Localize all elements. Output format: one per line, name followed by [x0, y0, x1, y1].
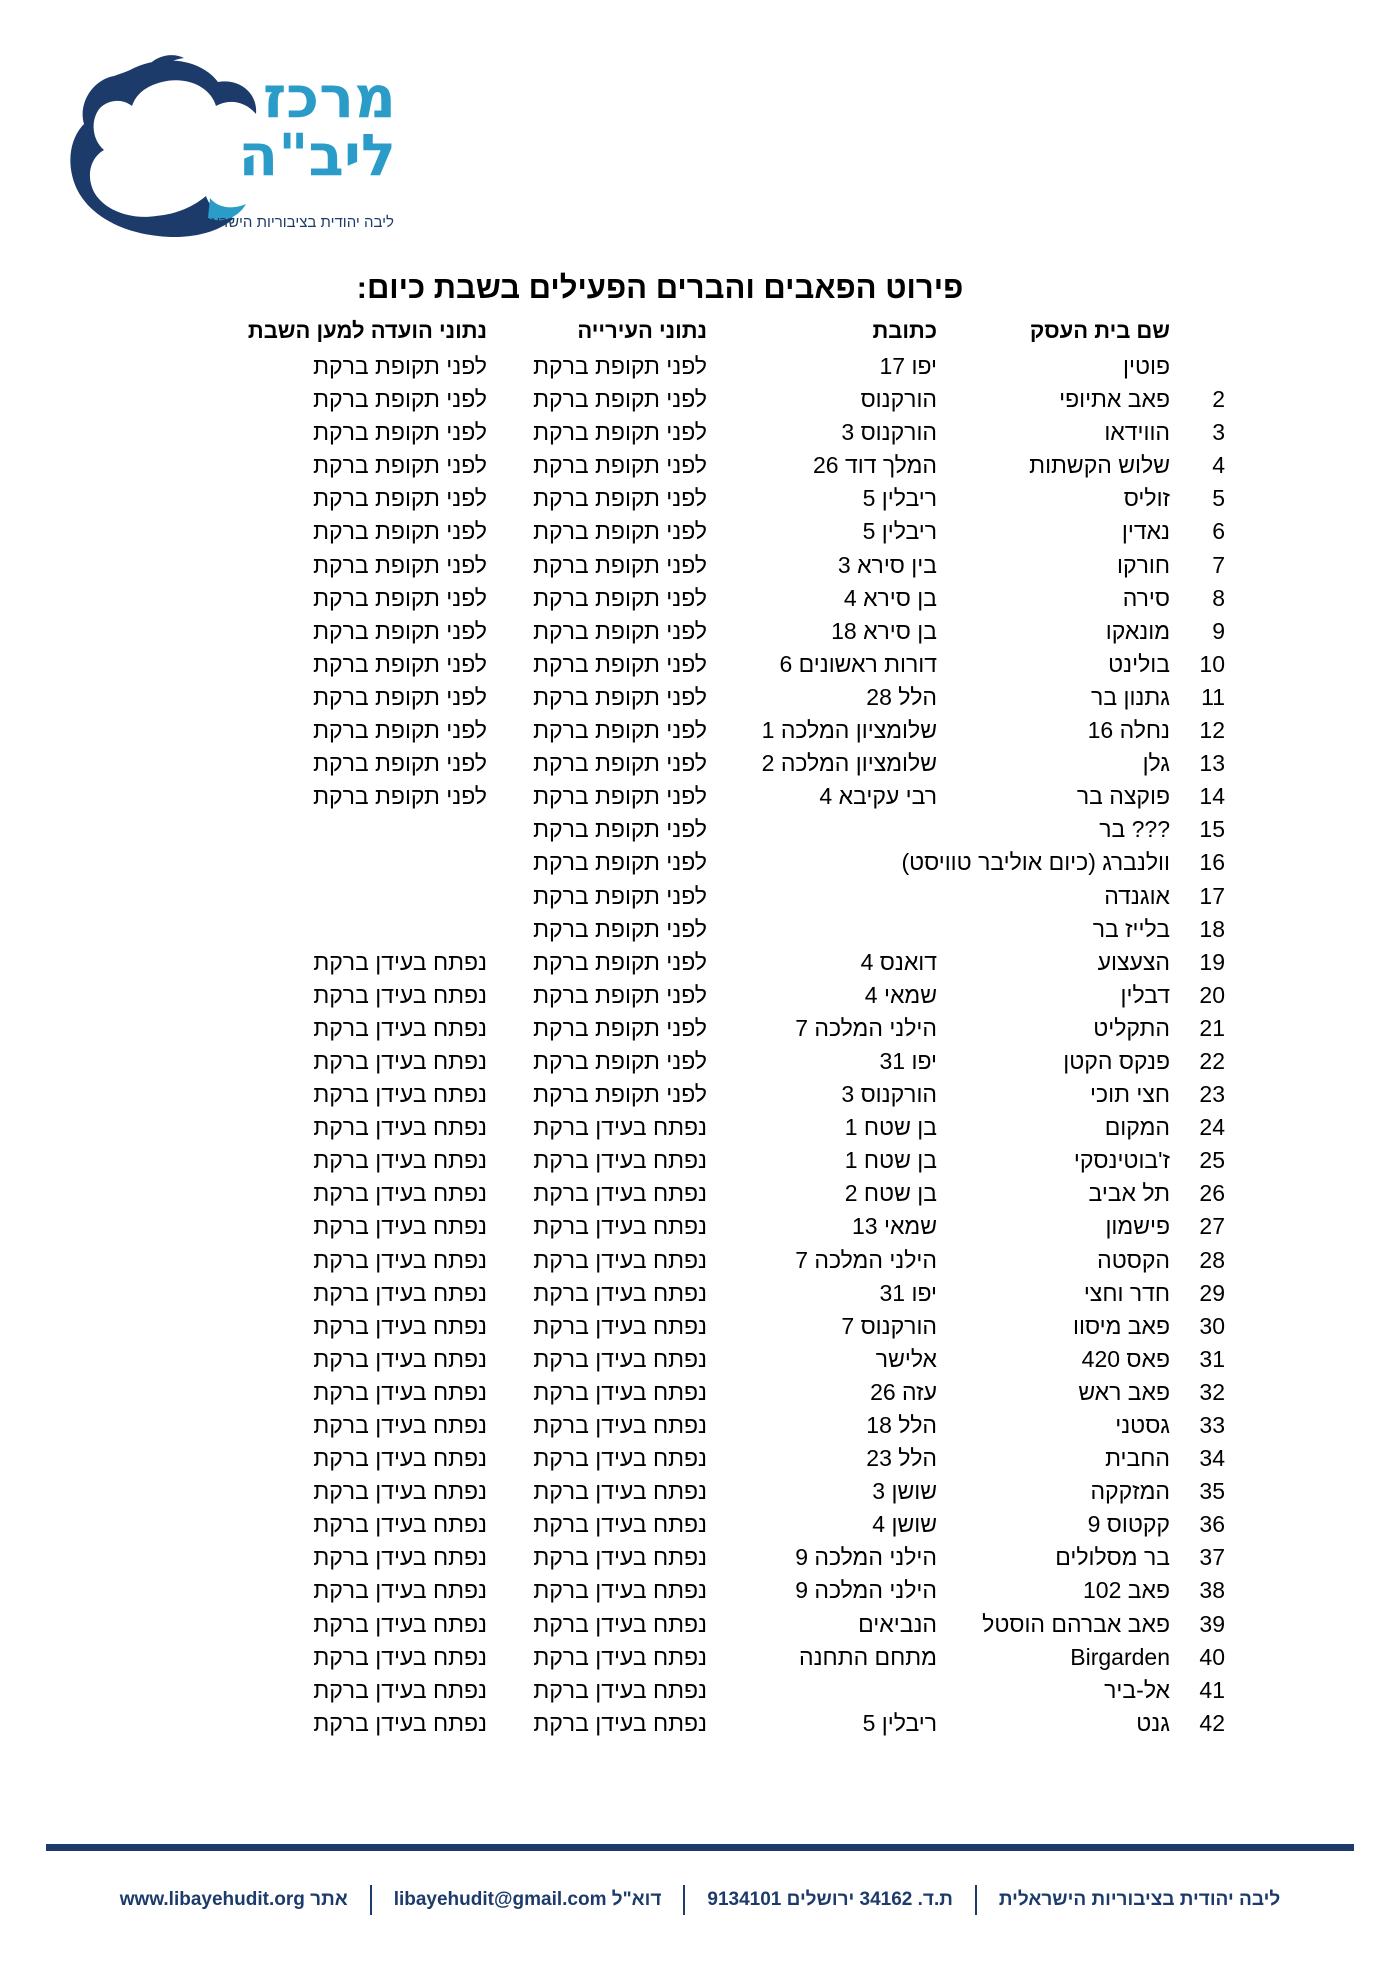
address-cell: המלך דוד 26 — [812, 452, 937, 479]
committee-data-cell: נפתח בעידן ברקת — [313, 1213, 487, 1240]
row-number-cell: 34 — [1199, 1445, 1225, 1472]
row-number-cell: 4 — [1212, 452, 1225, 479]
row-number-cell: 38 — [1199, 1577, 1225, 1604]
city-data-cell: לפני תקופת ברקת — [533, 419, 707, 446]
committee-data-cell: נפתח בעידן ברקת — [313, 1312, 487, 1339]
business-name-cell: סירה — [1122, 584, 1170, 611]
committee-data-cell: לפני תקופת ברקת — [313, 650, 487, 677]
row-number-cell: 40 — [1199, 1643, 1225, 1670]
business-name-cell: פאב ראש — [1078, 1378, 1170, 1405]
row-number-cell: 33 — [1199, 1412, 1225, 1438]
committee-data-cell: נפתח בעידן ברקת — [313, 1478, 487, 1505]
footer-site[interactable]: www.libayehudit.org — [119, 1889, 305, 1910]
table-header-row — [0, 312, 1400, 350]
committee-data-cell: לפני תקופת ברקת — [313, 485, 487, 512]
business-name-cell: פאב אתיופי — [1059, 386, 1170, 413]
table-row — [0, 1343, 1400, 1376]
header-committee-data: נתוני הועדה למען השבת — [247, 318, 487, 343]
business-name-cell: המזקקה — [1090, 1478, 1170, 1505]
business-name-cell: פאב אברהם הוסטל — [982, 1610, 1170, 1637]
table-row — [0, 482, 1400, 515]
footer-email-label: דוא"ל — [611, 1889, 662, 1910]
committee-data-cell: נפתח בעידן ברקת — [313, 1114, 487, 1141]
business-name-cell: הצעצוע — [1097, 948, 1170, 975]
table-row — [0, 416, 1400, 449]
row-number-cell: 14 — [1199, 783, 1225, 810]
business-name-cell: הווידאו — [1104, 419, 1170, 446]
city-data-cell: לפני תקופת ברקת — [533, 485, 707, 512]
address-cell: בן שטח 1 — [844, 1114, 937, 1141]
address-cell: הלל 28 — [866, 683, 937, 710]
row-number-cell: 41 — [1199, 1676, 1225, 1703]
footer-email-group — [394, 1889, 662, 1911]
city-data-cell: נפתח בעידן ברקת — [533, 1643, 707, 1670]
address-cell: הילני המלכה 9 — [795, 1577, 937, 1604]
business-name-cell: גסטני — [1115, 1412, 1170, 1438]
city-data-cell: נפתח בעידן ברקת — [533, 1445, 707, 1472]
business-name-cell: וולנברג (כיום אוליבר טוויסט) — [901, 849, 1170, 876]
footer-separator — [683, 1885, 685, 1915]
business-name-cell: חצי תוכי — [1090, 1081, 1170, 1108]
table-row — [0, 1674, 1400, 1707]
business-name-cell: דבלין — [1120, 981, 1170, 1008]
row-number-cell: 27 — [1199, 1213, 1225, 1240]
business-name-cell: נחלה 16 — [1087, 717, 1170, 744]
city-data-cell: נפתח בעידן ברקת — [533, 1544, 707, 1571]
committee-data-cell: לפני תקופת ברקת — [313, 452, 487, 479]
business-name-cell: Birgarden — [1070, 1643, 1170, 1670]
city-data-cell: לפני תקופת ברקת — [533, 518, 707, 545]
committee-data-cell: נפתח בעידן ברקת — [313, 1412, 487, 1438]
address-cell: הורקנוס — [860, 386, 937, 413]
committee-data-cell: נפתח בעידן ברקת — [313, 1047, 487, 1074]
city-data-cell: נפתח בעידן ברקת — [533, 1511, 707, 1538]
row-number-cell: 19 — [1199, 948, 1225, 975]
row-number-cell: 26 — [1199, 1180, 1225, 1207]
row-number-cell: 10 — [1199, 650, 1225, 677]
table-row — [0, 582, 1400, 615]
logo-text-line2: ליב"ה — [238, 121, 396, 189]
table-row — [0, 1012, 1400, 1045]
footer-site-group — [120, 1889, 348, 1911]
footer-separator — [370, 1885, 372, 1915]
address-cell: דורות ראשונים 6 — [779, 650, 937, 677]
table-row — [0, 1277, 1400, 1310]
business-name-cell: בר מסלולים — [1055, 1544, 1170, 1571]
business-name-cell: בולינט — [1108, 650, 1170, 677]
address-cell: הילני המלכה 9 — [795, 1544, 937, 1571]
city-data-cell: לפני תקופת ברקת — [533, 849, 707, 876]
row-number-cell: 28 — [1199, 1246, 1225, 1273]
address-cell: שושן 4 — [872, 1511, 937, 1538]
table-row — [0, 1409, 1400, 1442]
address-cell: שושן 3 — [872, 1478, 937, 1505]
organization-logo — [60, 48, 396, 238]
committee-data-cell: לפני תקופת ברקת — [313, 353, 487, 379]
business-name-cell: אל-ביר — [1104, 1676, 1170, 1703]
city-data-cell: נפתח בעידן ברקת — [533, 1147, 707, 1174]
business-name-cell: בלייז בר — [1092, 915, 1170, 942]
table-row — [0, 350, 1400, 383]
committee-data-cell: לפני תקופת ברקת — [313, 386, 487, 413]
city-data-cell: נפתח בעידן ברקת — [533, 1345, 707, 1372]
row-number-cell: 6 — [1212, 518, 1225, 545]
city-data-cell: נפתח בעידן ברקת — [533, 1709, 707, 1736]
footer-email[interactable]: libayehudit@gmail.com — [393, 1889, 607, 1910]
city-data-cell: נפתח בעידן ברקת — [533, 1180, 707, 1207]
city-data-cell: לפני תקופת ברקת — [533, 452, 707, 479]
city-data-cell: לפני תקופת ברקת — [533, 1014, 707, 1041]
table-row — [0, 449, 1400, 482]
row-number-cell: 20 — [1199, 981, 1225, 1008]
address-cell: ריבלין 5 — [862, 485, 937, 512]
address-cell: מתחם התחנה — [799, 1643, 937, 1670]
committee-data-cell: לפני תקופת ברקת — [313, 683, 487, 710]
table-row — [0, 1210, 1400, 1243]
city-data-cell: לפני תקופת ברקת — [533, 750, 707, 777]
city-data-cell: נפתח בעידן ברקת — [533, 1412, 707, 1438]
committee-data-cell: נפתח בעידן ברקת — [313, 1709, 487, 1736]
row-number-cell: 22 — [1199, 1047, 1225, 1074]
table-row — [0, 780, 1400, 813]
city-data-cell: לפני תקופת ברקת — [533, 386, 707, 413]
footer-org: ליבה יהודית בציבוריות הישראלית — [998, 1889, 1281, 1910]
business-name-cell: פאס 420 — [1081, 1345, 1170, 1372]
city-data-cell: לפני תקופת ברקת — [533, 584, 707, 611]
header-name: שם בית העסק — [1029, 318, 1170, 343]
address-cell: הלל 23 — [866, 1445, 937, 1472]
address-cell: הורקנוס 7 — [841, 1312, 937, 1339]
city-data-cell: לפני תקופת ברקת — [533, 617, 707, 644]
row-number-cell: 42 — [1199, 1709, 1225, 1736]
footer-site-label: אתר — [310, 1889, 348, 1910]
address-cell: הילני המלכה 7 — [795, 1014, 937, 1041]
city-data-cell: נפתח בעידן ברקת — [533, 1378, 707, 1405]
address-cell: יפו 31 — [879, 1279, 937, 1306]
committee-data-cell: נפתח בעידן ברקת — [313, 1511, 487, 1538]
row-number-cell: 24 — [1199, 1114, 1225, 1141]
row-number-cell: 16 — [1199, 849, 1225, 876]
table-row — [0, 1376, 1400, 1409]
table-row — [0, 846, 1400, 879]
business-name-cell: תל אביב — [1088, 1180, 1170, 1207]
footer-separator — [975, 1885, 977, 1915]
bars-table — [0, 312, 1400, 1740]
address-cell: הורקנוס 3 — [841, 419, 937, 446]
table-row — [0, 913, 1400, 946]
address-cell: ריבלין 5 — [862, 518, 937, 545]
committee-data-cell: נפתח בעידן ברקת — [313, 1577, 487, 1604]
address-cell: הילני המלכה 7 — [795, 1246, 937, 1273]
business-name-cell: גלן — [1142, 750, 1170, 777]
table-row — [0, 1442, 1400, 1475]
table-row — [0, 1574, 1400, 1607]
page-title: פירוט הפאבים והברים הפעילים בשבת כיום: — [356, 270, 964, 305]
row-number-cell: 36 — [1199, 1511, 1225, 1538]
business-name-cell: שלוש הקשתות — [1029, 452, 1170, 479]
table-row — [0, 1144, 1400, 1177]
row-number-cell: 17 — [1199, 882, 1225, 909]
business-name-cell: מונאקו — [1105, 617, 1170, 644]
committee-data-cell: לפני תקופת ברקת — [313, 551, 487, 578]
row-number-cell: 39 — [1199, 1610, 1225, 1637]
table-row — [0, 813, 1400, 846]
table-row — [0, 515, 1400, 548]
table-row — [0, 979, 1400, 1012]
row-number-cell: 11 — [1201, 683, 1225, 710]
row-number-cell: 18 — [1199, 915, 1225, 942]
table-row — [0, 1111, 1400, 1144]
committee-data-cell: נפתח בעידן ברקת — [313, 1279, 487, 1306]
table-row — [0, 1177, 1400, 1210]
table-row — [0, 615, 1400, 648]
footer-divider — [46, 1844, 1354, 1851]
address-cell: בין סירא 3 — [837, 551, 937, 578]
address-cell: ריבלין 5 — [862, 1709, 937, 1736]
row-number-cell: 25 — [1199, 1147, 1225, 1174]
table-row — [0, 1508, 1400, 1541]
committee-data-cell: לפני תקופת ברקת — [313, 783, 487, 810]
city-data-cell: לפני תקופת ברקת — [533, 551, 707, 578]
footer-address: ת.ד. 34162 ירושלים 9134101 — [707, 1889, 953, 1910]
committee-data-cell: נפתח בעידן ברקת — [313, 1544, 487, 1571]
city-data-cell: נפתח בעידן ברקת — [533, 1213, 707, 1240]
committee-data-cell: נפתח בעידן ברקת — [313, 981, 487, 1008]
committee-data-cell: נפתח בעידן ברקת — [313, 1014, 487, 1041]
footer — [46, 1880, 1354, 1920]
business-name-cell: זוליס — [1123, 485, 1170, 512]
business-name-cell: פאב 102 — [1083, 1577, 1170, 1604]
city-data-cell: נפתח בעידן ברקת — [533, 1676, 707, 1703]
row-number-cell: 21 — [1199, 1014, 1225, 1041]
table-row — [0, 1641, 1400, 1674]
city-data-cell: נפתח בעידן ברקת — [533, 1246, 707, 1273]
business-name-cell: המקום — [1104, 1114, 1170, 1141]
table-row — [0, 1475, 1400, 1508]
city-data-cell: לפני תקופת ברקת — [533, 915, 707, 942]
table-row — [0, 880, 1400, 913]
table-row — [0, 946, 1400, 979]
committee-data-cell: לפני תקופת ברקת — [313, 717, 487, 744]
business-name-cell: ז'בוטינסקי — [1073, 1147, 1170, 1174]
committee-data-cell: לפני תקופת ברקת — [313, 518, 487, 545]
address-cell: יפו 17 — [879, 353, 937, 379]
table-body — [0, 350, 1400, 1740]
committee-data-cell: נפתח בעידן ברקת — [313, 1643, 487, 1670]
address-cell: שלומציון המלכה 1 — [761, 717, 937, 744]
city-data-cell: נפתח בעידן ברקת — [533, 1279, 707, 1306]
city-data-cell: לפני תקופת ברקת — [533, 1047, 707, 1074]
committee-data-cell: נפתח בעידן ברקת — [313, 1246, 487, 1273]
address-cell: בן שטח 1 — [844, 1147, 937, 1174]
committee-data-cell: נפתח בעידן ברקת — [313, 1610, 487, 1637]
city-data-cell: לפני תקופת ברקת — [533, 650, 707, 677]
row-number-cell: 31 — [1199, 1345, 1225, 1372]
address-cell: אלישר — [875, 1345, 937, 1372]
address-cell: הלל 18 — [866, 1412, 937, 1438]
business-name-cell: פוקצה בר — [1076, 783, 1170, 810]
business-name-cell: החבית — [1105, 1445, 1170, 1472]
committee-data-cell: נפתח בעידן ברקת — [313, 1147, 487, 1174]
business-name-cell: ??? בר — [1099, 816, 1170, 843]
business-name-cell: התקליט — [1093, 1014, 1170, 1041]
committee-data-cell: נפתח בעידן ברקת — [313, 1081, 487, 1108]
row-number-cell: 32 — [1199, 1378, 1225, 1405]
city-data-cell: לפני תקופת ברקת — [533, 816, 707, 843]
business-name-cell: פנקס הקטן — [1063, 1047, 1170, 1074]
table-row — [0, 1541, 1400, 1574]
business-name-cell: פאב מיסוו — [1073, 1312, 1170, 1339]
row-number-cell: 15 — [1199, 816, 1225, 843]
row-number-cell: 30 — [1199, 1312, 1225, 1339]
city-data-cell: לפני תקופת ברקת — [533, 882, 707, 909]
business-name-cell: נאדין — [1121, 518, 1170, 545]
business-name-cell: הקסטה — [1097, 1246, 1170, 1273]
committee-data-cell: נפתח בעידן ברקת — [313, 1445, 487, 1472]
header-city-data: נתוני העירייה — [577, 318, 707, 343]
address-cell: דואנס 4 — [860, 948, 937, 975]
address-cell: שלומציון המלכה 2 — [761, 750, 937, 777]
table-row — [0, 1608, 1400, 1641]
row-number-cell: 7 — [1212, 551, 1225, 578]
logo-tagline: ליבה יהודית בציבוריות הישראלית — [189, 214, 394, 231]
city-data-cell: לפני תקופת ברקת — [533, 717, 707, 744]
row-number-cell: 35 — [1199, 1478, 1225, 1505]
business-name-cell: פישמון — [1105, 1213, 1170, 1240]
row-number-cell: 8 — [1212, 584, 1225, 611]
business-name-cell: חורקו — [1117, 551, 1170, 578]
address-cell: הנביאים — [858, 1610, 937, 1637]
address-cell: בן סירא 18 — [831, 617, 937, 644]
committee-data-cell: נפתח בעידן ברקת — [313, 1378, 487, 1405]
committee-data-cell: לפני תקופת ברקת — [313, 584, 487, 611]
row-number-cell: 12 — [1199, 717, 1225, 744]
row-number-cell: 9 — [1212, 617, 1225, 644]
business-name-cell: גנט — [1136, 1709, 1170, 1736]
committee-data-cell: נפתח בעידן ברקת — [313, 1180, 487, 1207]
address-cell: בן סירא 4 — [843, 584, 937, 611]
table-row — [0, 1045, 1400, 1078]
committee-data-cell: לפני תקופת ברקת — [313, 750, 487, 777]
business-name-cell: קקטוס 9 — [1087, 1511, 1170, 1538]
committee-data-cell: נפתח בעידן ברקת — [313, 1345, 487, 1372]
committee-data-cell: נפתח בעידן ברקת — [313, 1676, 487, 1703]
city-data-cell: נפתח בעידן ברקת — [533, 1610, 707, 1637]
city-data-cell: לפני תקופת ברקת — [533, 981, 707, 1008]
address-cell: שמאי 13 — [852, 1213, 937, 1240]
city-data-cell: לפני תקופת ברקת — [533, 948, 707, 975]
row-number-cell: 3 — [1212, 419, 1225, 446]
table-row — [0, 1707, 1400, 1740]
business-name-cell: אוגנדה — [1104, 882, 1170, 909]
address-cell: רבי עקיבא 4 — [819, 783, 937, 810]
committee-data-cell: לפני תקופת ברקת — [313, 617, 487, 644]
row-number-cell: 37 — [1199, 1544, 1225, 1571]
table-row — [0, 549, 1400, 582]
row-number-cell: 5 — [1212, 485, 1225, 512]
city-data-cell: נפתח בעידן ברקת — [533, 1114, 707, 1141]
address-cell: יפו 31 — [879, 1047, 937, 1074]
committee-data-cell: לפני תקופת ברקת — [313, 419, 487, 446]
business-name-cell: חדר וחצי — [1083, 1279, 1170, 1306]
table-row — [0, 747, 1400, 780]
address-cell: הורקנוס 3 — [841, 1081, 937, 1108]
row-number-cell: 29 — [1199, 1279, 1225, 1306]
address-cell: עזה 26 — [870, 1378, 937, 1405]
city-data-cell: לפני תקופת ברקת — [533, 1081, 707, 1108]
table-row — [0, 383, 1400, 416]
city-data-cell: נפתח בעידן ברקת — [533, 1312, 707, 1339]
table-row — [0, 681, 1400, 714]
row-number-cell: 2 — [1212, 386, 1225, 413]
business-name-cell: גתנון בר — [1091, 683, 1170, 710]
address-cell: בן שטח 2 — [844, 1180, 937, 1207]
table-row — [0, 1244, 1400, 1277]
committee-data-cell: נפתח בעידן ברקת — [313, 948, 487, 975]
table-row — [0, 714, 1400, 747]
row-number-cell: 23 — [1199, 1081, 1225, 1108]
row-number-cell: 13 — [1199, 750, 1225, 777]
city-data-cell: נפתח בעידן ברקת — [533, 1478, 707, 1505]
address-cell: שמאי 4 — [864, 981, 937, 1008]
business-name-cell: פוטין — [1123, 353, 1170, 379]
header-address: כתובת — [872, 318, 937, 343]
table-row — [0, 648, 1400, 681]
city-data-cell: לפני תקופת ברקת — [533, 353, 707, 379]
logo-text-line1: מרכז — [263, 63, 396, 131]
city-data-cell: נפתח בעידן ברקת — [533, 1577, 707, 1604]
table-row — [0, 1078, 1400, 1111]
city-data-cell: לפני תקופת ברקת — [533, 683, 707, 710]
table-row — [0, 1310, 1400, 1343]
city-data-cell: לפני תקופת ברקת — [533, 783, 707, 810]
